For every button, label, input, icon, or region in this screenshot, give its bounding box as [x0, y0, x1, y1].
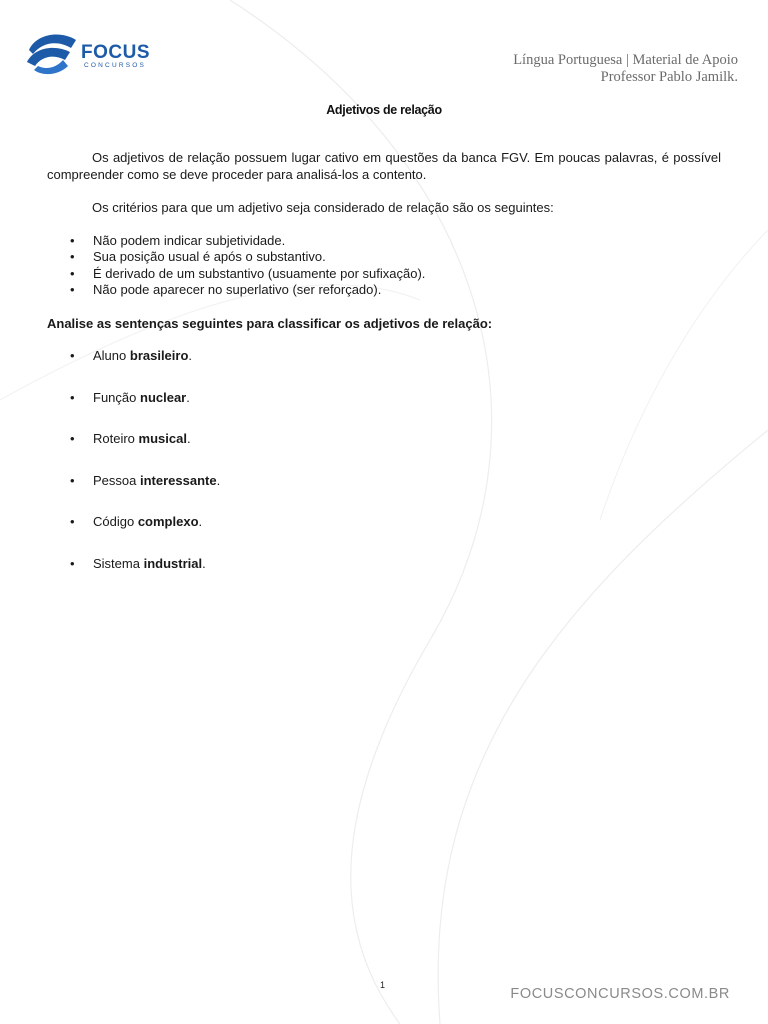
- criteria-list: [47, 233, 721, 299]
- sentence-adjective: nuclear: [140, 389, 187, 405]
- page-number: 1: [380, 980, 386, 990]
- sentence-end: .: [198, 514, 203, 529]
- professor-line: Professor Pablo Jamilk.: [600, 69, 738, 85]
- list-item: [47, 473, 721, 490]
- sentence-end: .: [186, 389, 190, 405]
- list-item: • Não pode aparecer no superlativo (ser reforçado).: [47, 282, 721, 299]
- analyse-heading: Analise as sentenças seguintes para classificar os adjetivos de relação:: [47, 315, 493, 331]
- sentence-noun: Aluno: [93, 348, 127, 363]
- document-body: [47, 150, 721, 597]
- sentence-noun: Código: [93, 514, 135, 529]
- list-item: • Não podem indicar subjetividade.: [47, 233, 721, 250]
- sentence-end: .: [186, 431, 191, 446]
- sentence-end: .: [188, 348, 193, 363]
- sentence-noun: Sistema: [93, 555, 140, 571]
- list-item: • É derivado de um substantivo (usuamente por sufixação).: [47, 266, 721, 283]
- list-item: [47, 514, 721, 531]
- list-item: [47, 348, 721, 365]
- sentence-adjective: complexo: [137, 514, 199, 529]
- sentence-noun: Roteiro: [93, 431, 135, 446]
- intro-paragraph: Os adjetivos de relação possuem lugar cativo em questões da banca FGV. Em poucas palavras, é possível compreender como se deve proceder para analisá-los a contento.: [47, 150, 721, 182]
- list-item: • Sua posição usual é após o substantivo.: [47, 249, 721, 266]
- sentence-adjective: musical: [138, 431, 187, 446]
- brand-tagline: CONCURSOS: [84, 62, 147, 69]
- criteria-intro: Os critérios para que um adjetivo seja considerado de relação são os seguintes:: [92, 200, 554, 215]
- list-item: [47, 390, 721, 407]
- footer-website: FOCUSCONCURSOS.COM.BR: [510, 986, 730, 1002]
- focus-logo-icon: [24, 28, 80, 84]
- sentence-adjective: brasileiro: [129, 348, 189, 363]
- sentence-adjective: industrial: [143, 555, 203, 571]
- document-header: [513, 52, 738, 86]
- sentence-end: .: [216, 472, 221, 488]
- brand-name: FOCUS: [81, 42, 150, 63]
- sentence-noun: Pessoa: [93, 472, 137, 488]
- subject-line: Língua Portuguesa | Material de Apoio: [513, 52, 738, 68]
- list-item: [47, 431, 721, 448]
- page-title: Adjetivos de relação: [326, 103, 442, 117]
- sentence-end: .: [202, 555, 206, 571]
- sentence-noun: Função: [93, 389, 137, 405]
- list-item: [47, 556, 721, 573]
- sentence-adjective: interessante: [140, 472, 217, 488]
- sentence-list: [47, 348, 721, 572]
- focus-logo: [24, 28, 154, 84]
